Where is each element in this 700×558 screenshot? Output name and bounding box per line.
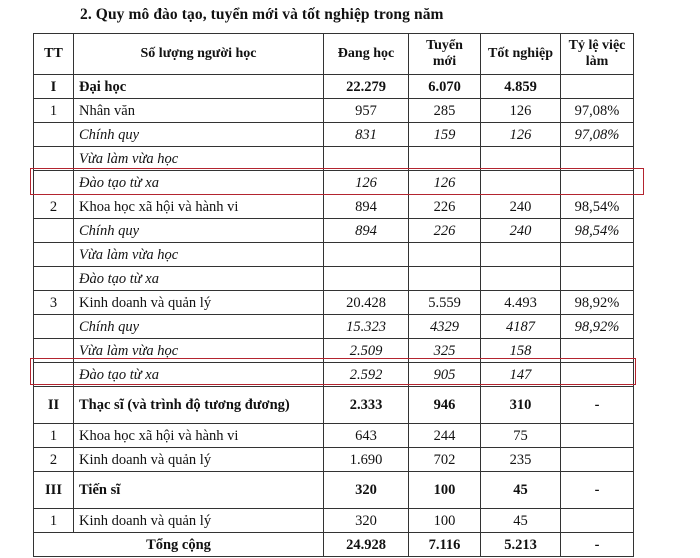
cell-enrolled: 957 [324,99,409,123]
cell-grad: 235 [481,448,561,472]
table-row [34,509,634,533]
table-row [34,75,634,99]
cell-enrolled [324,267,409,291]
table-row [34,99,634,123]
cell-enrolled: 320 [324,509,409,533]
cell-enrolled: 2.509 [324,339,409,363]
cell-name: Chính quy [74,123,324,147]
cell-grad: 147 [481,363,561,387]
table-row [34,339,634,363]
table-row [34,147,634,171]
cell-grad: 240 [481,195,561,219]
cell-new [409,267,481,291]
cell-rate [561,424,634,448]
cell-new: 6.070 [409,75,481,99]
header-learners: Số lượng người học [74,34,324,75]
cell-grad: 75 [481,424,561,448]
cell-enrolled: 1.690 [324,448,409,472]
cell-new [409,243,481,267]
cell-tt: III [34,472,74,509]
cell-rate [561,243,634,267]
cell-enrolled: 2.333 [324,387,409,424]
cell-rate [561,267,634,291]
cell-new: 100 [409,472,481,509]
total-enrolled: 24.928 [324,533,409,557]
cell-name: Tiến sĩ [74,472,324,509]
cell-tt [34,243,74,267]
cell-new: 226 [409,195,481,219]
table-row [34,243,634,267]
cell-tt: 1 [34,509,74,533]
table-row [34,267,634,291]
cell-name: Đào tạo từ xa [74,267,324,291]
header-graduated: Tốt nghiệp [481,34,561,75]
cell-grad: 158 [481,339,561,363]
cell-grad: 126 [481,123,561,147]
cell-grad: 240 [481,219,561,243]
total-new: 7.116 [409,533,481,557]
cell-name: Nhân văn [74,99,324,123]
header-new-intake: Tuyển mới [409,34,481,75]
cell-name: Vừa làm vừa học [74,243,324,267]
table-row [34,448,634,472]
cell-rate [561,147,634,171]
table-row [34,472,634,509]
cell-tt [34,267,74,291]
cell-enrolled [324,147,409,171]
cell-grad: 45 [481,472,561,509]
cell-tt: 3 [34,291,74,315]
cell-grad: 4187 [481,315,561,339]
table-row [34,291,634,315]
cell-name: Chính quy [74,219,324,243]
table-row [34,195,634,219]
cell-rate: 97,08% [561,123,634,147]
cell-grad: 4.493 [481,291,561,315]
cell-new: 226 [409,219,481,243]
cell-rate: 98,92% [561,315,634,339]
cell-rate: 98,92% [561,291,634,315]
cell-rate [561,448,634,472]
cell-name: Chính quy [74,315,324,339]
cell-tt [34,123,74,147]
cell-name: Kinh doanh và quản lý [74,448,324,472]
cell-rate [561,363,634,387]
cell-name: Vừa làm vừa học [74,339,324,363]
cell-grad: 4.859 [481,75,561,99]
training-scale-table [33,33,634,557]
cell-new: 126 [409,171,481,195]
cell-name: Thạc sĩ (và trình độ tương đương) [74,387,324,424]
cell-tt: 1 [34,99,74,123]
cell-new [409,147,481,171]
cell-enrolled: 22.279 [324,75,409,99]
header-employment-rate: Tỷ lệ việc làm [561,34,634,75]
table-row [34,387,634,424]
cell-enrolled: 15.323 [324,315,409,339]
cell-rate [561,509,634,533]
total-grad: 5.213 [481,533,561,557]
cell-new: 702 [409,448,481,472]
cell-tt [34,147,74,171]
total-label: Tổng cộng [34,533,324,557]
cell-tt: 1 [34,424,74,448]
header-tt: TT [34,34,74,75]
cell-tt [34,363,74,387]
cell-name: Đại học [74,75,324,99]
cell-new: 285 [409,99,481,123]
cell-rate [561,339,634,363]
cell-new: 905 [409,363,481,387]
table-row [34,363,634,387]
cell-tt: I [34,75,74,99]
table-row [34,315,634,339]
cell-new: 159 [409,123,481,147]
table-row [34,171,634,195]
cell-rate [561,171,634,195]
header-enrolled: Đang học [324,34,409,75]
cell-new: 325 [409,339,481,363]
cell-grad [481,243,561,267]
cell-rate: 97,08% [561,99,634,123]
cell-new: 100 [409,509,481,533]
cell-rate: 98,54% [561,219,634,243]
cell-tt [34,219,74,243]
cell-rate: - [561,387,634,424]
cell-enrolled [324,243,409,267]
table-header-row [34,34,634,75]
table-row [34,424,634,448]
cell-grad: 310 [481,387,561,424]
cell-name: Kinh doanh và quản lý [74,509,324,533]
cell-enrolled: 320 [324,472,409,509]
cell-grad: 126 [481,99,561,123]
cell-enrolled: 894 [324,195,409,219]
cell-tt [34,171,74,195]
cell-rate [561,75,634,99]
cell-name: Khoa học xã hội và hành vi [74,424,324,448]
cell-tt: 2 [34,448,74,472]
cell-tt: 2 [34,195,74,219]
cell-rate: 98,54% [561,195,634,219]
cell-enrolled: 894 [324,219,409,243]
cell-enrolled: 126 [324,171,409,195]
total-rate: - [561,533,634,557]
cell-tt [34,315,74,339]
cell-name: Vừa làm vừa học [74,147,324,171]
cell-name: Kinh doanh và quản lý [74,291,324,315]
cell-name: Khoa học xã hội và hành vi [74,195,324,219]
cell-grad: 45 [481,509,561,533]
cell-new: 4329 [409,315,481,339]
cell-enrolled: 2.592 [324,363,409,387]
cell-tt [34,339,74,363]
cell-new: 244 [409,424,481,448]
cell-name: Đào tạo từ xa [74,171,324,195]
cell-new: 946 [409,387,481,424]
cell-enrolled: 831 [324,123,409,147]
section-heading: 2. Quy mô đào tạo, tuyển mới và tốt nghiệp trong năm [80,6,444,23]
cell-grad [481,171,561,195]
cell-new: 5.559 [409,291,481,315]
cell-tt: II [34,387,74,424]
cell-enrolled: 20.428 [324,291,409,315]
cell-grad [481,147,561,171]
cell-rate: - [561,472,634,509]
total-row [34,533,634,557]
cell-enrolled: 643 [324,424,409,448]
table-row [34,219,634,243]
cell-name: Đào tạo từ xa [74,363,324,387]
table-row [34,123,634,147]
cell-grad [481,267,561,291]
